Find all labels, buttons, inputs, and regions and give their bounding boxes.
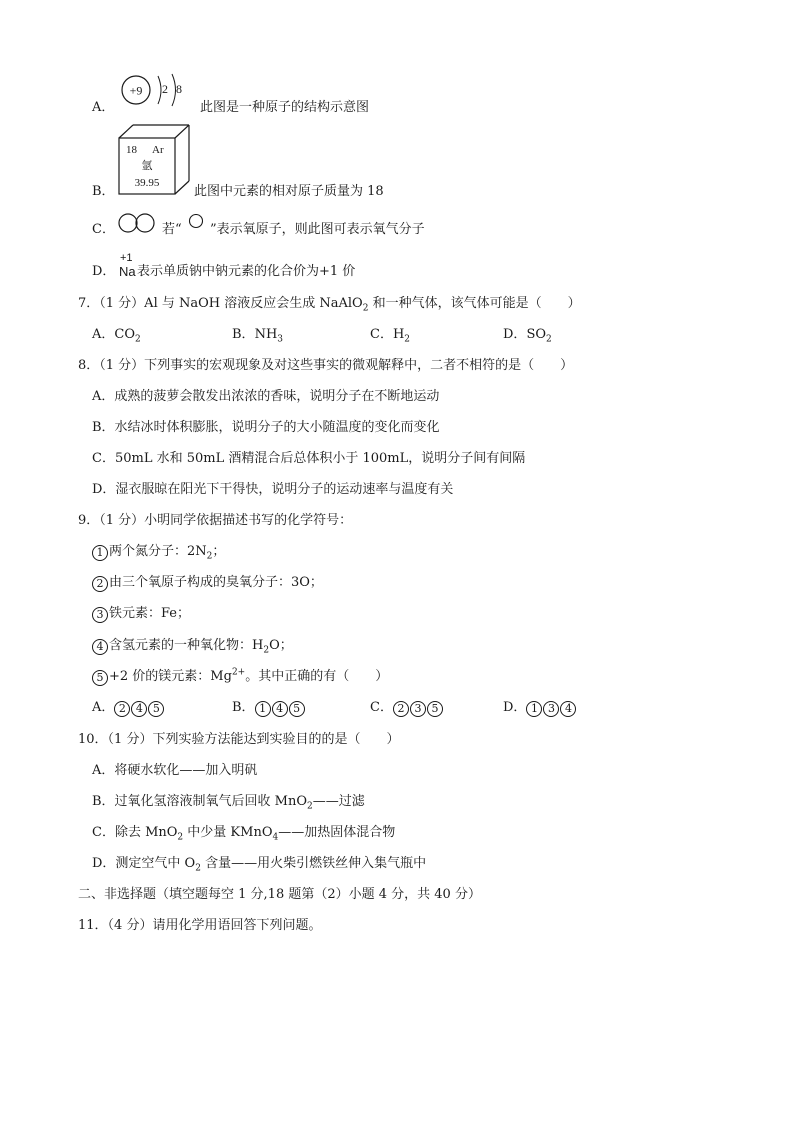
option-c-text-before: 若“	[162, 222, 182, 237]
element-name: 氩	[141, 159, 153, 172]
q7-option-d: D．$SO_2$	[503, 327, 552, 345]
q10-option-c: C．除去 MnO$_2$ 中少量 KMnO$_4$——加热固体混合物	[92, 825, 396, 843]
sodium-symbol: Na	[119, 264, 136, 279]
q9-item-4: 4 含氢元素的一种氧化物：$H_2O$；	[92, 638, 293, 655]
oxygen-atom-diagram	[188, 214, 204, 230]
question-8-stem: 8．（1 分）下列事实的宏观现象及对这些事实的微观解释中，二者不相符的是（ ）	[78, 358, 574, 373]
atom-shell1-label: 2	[162, 82, 168, 96]
q7-option-b: B．$NH_3$	[232, 327, 284, 345]
q9-option-a: A． 2 4 5	[92, 700, 165, 717]
option-c-text-after: ”表示氧原子，则此图可表示氧气分子	[210, 222, 425, 237]
question-11-stem: 11．（4 分）请用化学用语回答下列问题。	[78, 918, 322, 933]
atom-structure-diagram	[118, 70, 198, 112]
element-symbol: Ar	[152, 144, 164, 156]
q8-option-a: A．成熟的菠萝会散发出浓浓的香味，说明分子在不断地运动	[92, 389, 440, 404]
q9-item-2: 2 由三个氧原子构成的臭氧分子：3O；	[92, 575, 323, 592]
q9-option-d: D． 1 3 4	[503, 700, 577, 717]
section-2-heading: 二、非选择题（填空题每空 1 分,18 题第（2）小题 4 分，共 40 分）	[78, 887, 481, 902]
option-letter-d: D．	[92, 264, 116, 279]
q8-option-c: C．50mL 水和 50mL 酒精混合后总体积小于 100mL，说明分子间有间隔	[92, 451, 526, 466]
valence-label: +1	[120, 252, 133, 264]
question-7-stem: 7．（1 分）Al 与 NaOH 溶液反应会生成 NaAlO$_2$ 和一种气体，该气体可能是（ ）	[78, 296, 581, 314]
element-mass: 39.95	[134, 177, 160, 189]
option-letter-a: A．	[92, 100, 115, 115]
q9-item-1: 1 两个氮分子：$2N_2$；	[92, 544, 225, 561]
option-b-text: 此图中元素的相对原子质量为 18	[194, 184, 384, 199]
element-cell-diagram	[116, 122, 192, 198]
element-number: 18	[126, 144, 137, 156]
oxygen-molecule-diagram	[117, 212, 161, 236]
q9-item-3: 3 铁元素：Fe；	[92, 606, 190, 623]
q10-option-b: B．过氧化氢溶液制氧气后回收 MnO$_2$——过滤	[92, 794, 365, 812]
atom-nucleus-label: +9	[129, 83, 143, 98]
option-d-text: 表示单质钠中钠元素的化合价为+1 价	[137, 264, 356, 279]
question-9-stem: 9．（1 分）小明同学依据描述书写的化学符号：	[78, 513, 353, 528]
q8-option-b: B．水结冰时体积膨胀，说明分子的大小随温度的变化而变化	[92, 420, 440, 435]
q9-option-c: C． 2 3 5	[370, 700, 444, 717]
q10-option-d: D．测定空气中 $O_2$ 含量——用火柴引燃铁丝伸入集气瓶中	[92, 856, 427, 874]
q7-option-a: A．$CO_2$	[92, 327, 141, 345]
atom-shell2-label: 8	[176, 82, 182, 96]
q8-option-d: D．湿衣服晾在阳光下干得快，说明分子的运动速率与温度有关	[92, 482, 454, 497]
q9-item-5: 5 +2 价的镁元素：$Mg^{2+}$。其中正确的有（ ）	[92, 669, 388, 686]
q7-option-c: C．$H_2$	[370, 327, 411, 345]
q10-option-a: A．将硬水软化——加入明矾	[92, 763, 258, 778]
option-letter-c: C．	[92, 222, 115, 237]
q9-option-b: B． 1 4 5	[232, 700, 306, 717]
question-10-stem: 10．（1 分）下列实验方法能达到实验目的的是（ ）	[78, 732, 400, 747]
option-letter-b: B．	[92, 184, 115, 199]
option-a-text: 此图是一种原子的结构示意图	[200, 100, 370, 115]
